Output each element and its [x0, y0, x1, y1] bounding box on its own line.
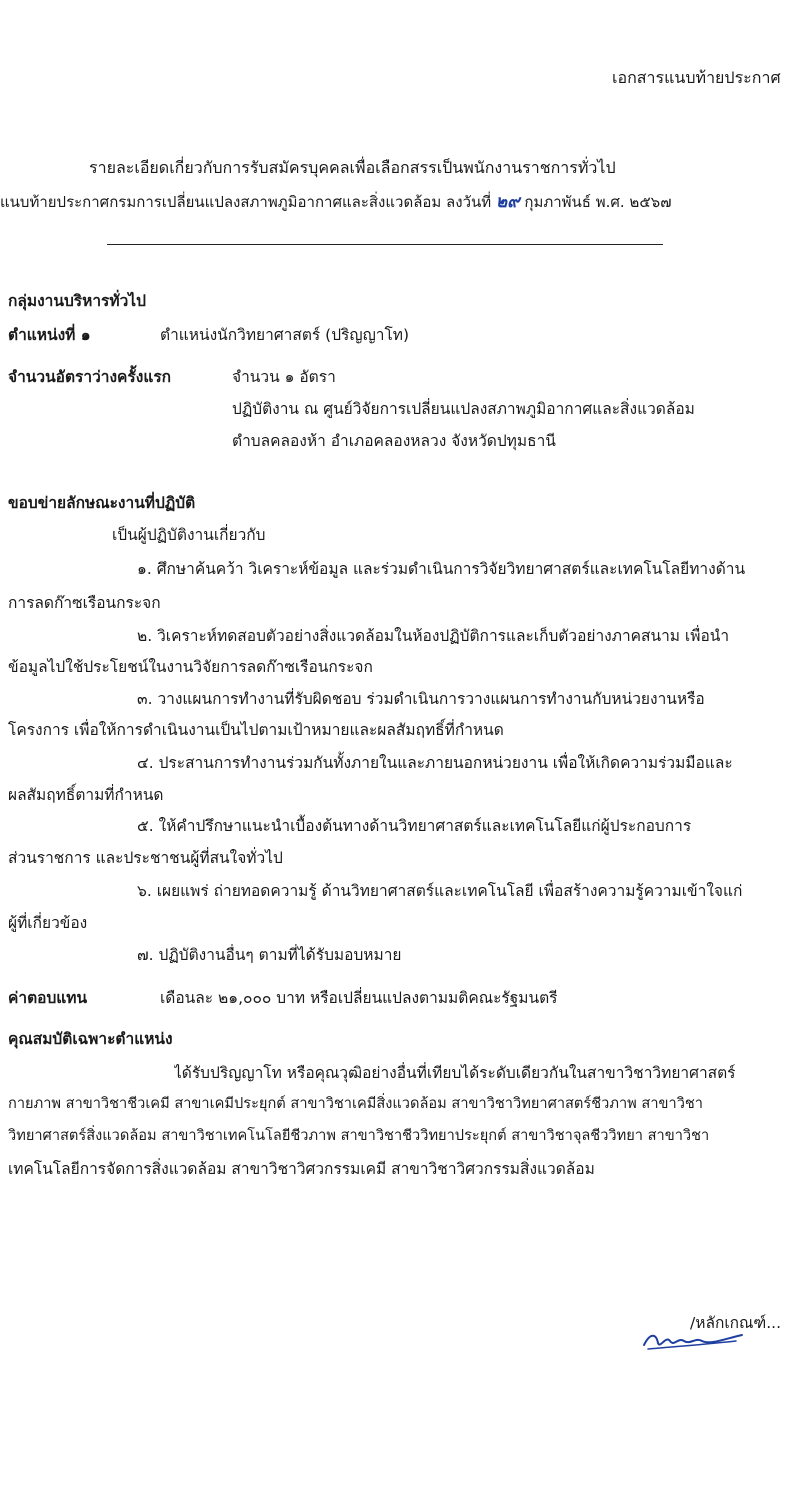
qualification-line: เทคโนโลยีการจัดการสิ่งแวดล้อม สาขาวิชาวิศวกรรมเคมี สาขาวิชาวิศวกรรมสิ่งแวดล้อม — [8, 1160, 595, 1178]
compensation-value: เดือนละ ๒๑,๐๐๐ บาท หรือเปลี่ยนแปลงตามมติคณะรัฐมนตรี — [160, 989, 558, 1007]
section-group: กลุ่มงานบริหารทั่วไป — [8, 292, 146, 310]
scope-line: โครงการ เพื่อให้การดำเนินงานเป็นไปตามเป้าหมายและผลสัมฤทธิ์ที่กำหนด — [8, 721, 504, 739]
scope-line: ผู้ที่เกี่ยวข้อง — [8, 914, 88, 932]
scope-line: ส่วนราชการ และประชาชนผู้ที่สนใจทั่วไป — [8, 849, 283, 867]
scope-line: ๗. ปฏิบัติงานอื่นๆ ตามที่ได้รับมอบหมาย — [137, 946, 402, 964]
scope-line: การลดก๊าซเรือนกระจก — [8, 594, 161, 612]
scope-line: ๔. ประสานการทำงานร่วมกันทั้งภายในและภายนอกหน่วยงาน เพื่อให้เกิดความร่วมมือและ — [137, 754, 733, 772]
scope-intro: เป็นผู้ปฏิบัติงานเกี่ยวกับ — [112, 526, 266, 544]
vacancy-count: จำนวน ๑ อัตรา — [232, 368, 336, 386]
position-label: ตำแหน่งที่ ๑ — [8, 326, 91, 344]
title-divider — [107, 244, 663, 245]
qualification-line: ได้รับปริญญาโท หรือคุณวุฒิอย่างอื่นที่เทียบได้ระดับเดียวกันในสาขาวิชาวิทยาศาสตร์ — [174, 1064, 736, 1082]
continuation-note: /หลักเกณฑ์... — [690, 1314, 782, 1332]
position-value: ตำแหน่งนักวิทยาศาสตร์ (ปริญญาโท) — [160, 326, 410, 344]
scope-line: ๖. เผยแพร่ ถ่ายทอดความรู้ ด้านวิทยาศาสตร์และเทคโนโลยี เพื่อสร้างความรู้ความเข้าใจแก่ — [137, 882, 743, 900]
scope-heading: ขอบข่ายลักษณะงานที่ปฏิบัติ — [8, 494, 196, 512]
scope-line: ๕. ให้คำปรึกษาแนะนำเบื้องต้นทางด้านวิทยาศาสตร์และเทคโนโลยีแก่ผู้ประกอบการ — [137, 817, 692, 835]
vacancy-location-line1: ปฏิบัติงาน ณ ศูนย์วิจัยการเปลี่ยนแปลงสภาพภูมิอากาศและสิ่งแวดล้อม — [232, 400, 695, 418]
header-note: เอกสารแนบท้ายประกาศ — [612, 68, 781, 87]
scope-line: ผลสัมฤทธิ์ตามที่กำหนด — [8, 786, 164, 804]
title-date-prefix: แนบท้ายประกาศกรมการเปลี่ยนแปลงสภาพภูมิอากาศและสิ่งแวดล้อม ลงวันที่ — [0, 193, 492, 211]
scope-line: ข้อมูลไปใช้ประโยชน์ในงานวิจัยการลดก๊าซเรือนกระจก — [8, 658, 373, 676]
qualification-line: กายภาพ สาขาวิชาชีวเคมี สาขาเคมีประยุกต์ สาขาวิชาเคมีสิ่งแวดล้อม สาขาวิชาวิทยาศาสตร์ชีวภาพ สาขาวิชา — [8, 1095, 703, 1112]
title-line-1: รายละเอียดเกี่ยวกับการรับสมัครบุคคลเพื่อเลือกสรรเป็นพนักงานราชการทั่วไป — [89, 158, 616, 177]
title-date-suffix: กุมภาพันธ์ พ.ศ. ๒๕๖๗ — [524, 193, 672, 211]
qualification-line: วิทยาศาสตร์สิ่งแวดล้อม สาขาวิชาเทคโนโลยีชีวภาพ สาขาวิชาชีววิทยาประยุกต์ สาขาวิชาจุลชีววิทยา สาขาวิชา — [8, 1127, 710, 1144]
handwritten-date-number: ๒๙ — [495, 192, 520, 212]
signature — [640, 1327, 745, 1353]
scope-line: ๑. ศึกษาค้นคว้า วิเคราะห์ข้อมูล และร่วมดำเนินการวิจัยวิทยาศาสตร์และเทคโนโลยีทางด้าน — [137, 560, 746, 578]
scope-line: ๒. วิเคราะห์ทดสอบตัวอย่างสิ่งแวดล้อมในห้องปฏิบัติการและเก็บตัวอย่างภาคสนาม เพื่อนำ — [137, 627, 730, 645]
vacancy-location-line2: ตำบลคลองห้า อำเภอคลองหลวง จังหวัดปทุมธานี — [232, 432, 556, 450]
vacancy-label: จำนวนอัตราว่างครั้งแรก — [8, 368, 172, 386]
compensation-label: ค่าตอบแทน — [8, 989, 88, 1007]
title-line-2 — [0, 188, 800, 215]
scope-line: ๓. วางแผนการทำงานที่รับผิดชอบ ร่วมดำเนินการวางแผนการทำงานกับหน่วยงานหรือ — [137, 690, 705, 708]
qualifications-heading: คุณสมบัติเฉพาะตำแหน่ง — [8, 1030, 173, 1048]
